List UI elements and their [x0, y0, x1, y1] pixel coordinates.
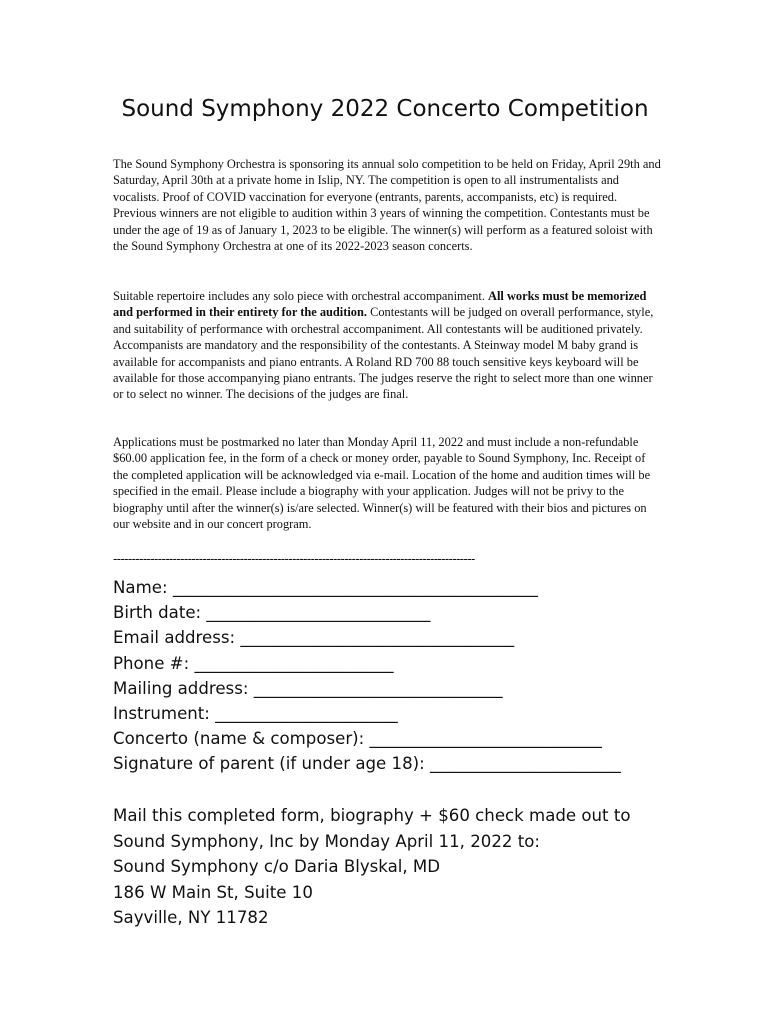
name-field[interactable]: Name: ____________________________________________	[113, 578, 538, 597]
repertoire-details-text: Contestants will be judged on overall performance, style, and suitability of performance with orchestral accompaniment. All contestants will be auditioned privately. Accompanists are mandatory and the responsibility of the contestants. A Steinway model M baby grand is available for accompanists and piano entrants. A Roland RD 700 88 touch sensitive keys keyboard will be available for those accompanying piano entrants. The judges reserve the right to select more than one winner or to select no winner. The decisions of the judges are final.	[113, 305, 654, 402]
birth-date-field[interactable]: Birth date: ___________________________	[113, 603, 431, 623]
phone-field[interactable]: Phone #: ________________________	[113, 653, 394, 673]
repertoire-paragraph	[113, 288, 663, 403]
memorization-requirement-text: All works must be memorized and performed in their entirety for the audition.	[113, 289, 647, 320]
concerto-field[interactable]: Concerto (name & composer): ____________________________	[113, 729, 602, 749]
application-form	[113, 575, 713, 777]
mailing-address-field[interactable]: Mailing address: ______________________________	[113, 678, 503, 698]
mail-recipient-line: Sound Symphony c/o Daria Blyskal, MD	[113, 857, 441, 876]
page-title: Sound Symphony 2022 Concerto Competition	[121, 96, 649, 122]
application-paragraph: Applications must be postmarked no later than Monday April 11, 2022 and must include a non-refundable $60.00 application fee, in the form of a check or money order, payable to Sound Symphony, Inc. Receipt of the completed application will be acknowledged via e-mail. Location of the home and audition times will be specified in the email. Please include a biography with your application. Judges will not be privy to the biography until after the winner(s) is/are selected. Winner(s) will be featured with their bios and pictures on our website and in our concert program.	[113, 435, 651, 532]
mailing-instructions	[113, 803, 733, 931]
email-address-field[interactable]: Email address: _________________________________	[113, 628, 515, 648]
competition-description-paragraph: The Sound Symphony Orchestra is sponsoring its annual solo competition to be held on Friday, April 29th and Saturday, April 30th at a private home in Islip, NY. The competition is open to all instrumentalists and vocalists. Proof of COVID vaccination for everyone (entrants, parents, accompanists, etc) is required. Previous winners are not eligible to audition within 3 years of winning the competition. Contestants must be under the age of 19 as of January 1, 2023 to be eligible. The winner(s) will perform as a featured soloist with the Sound Symphony Orchestra at one of its 2022-2023 season concerts.	[113, 157, 661, 254]
mail-instruction-line: Mail this completed form, biography + $60 check made out to	[113, 806, 631, 825]
cut-line-divider: -------------------------------------------------------------------------------------------------	[113, 551, 475, 566]
mail-city-line: Sayville, NY 11782	[113, 908, 269, 927]
parent-signature-field[interactable]: Signature of parent (if under age 18): _______________________	[113, 754, 621, 774]
repertoire-intro-text: Suitable repertoire includes any solo piece with orchestral accompaniment.	[113, 289, 489, 303]
mail-instruction-line: Sound Symphony, Inc by Monday April 11, 2022 to:	[113, 831, 540, 851]
instrument-field[interactable]: Instrument: ______________________	[113, 704, 398, 724]
mail-street-line: 186 W Main St, Suite 10	[113, 882, 313, 902]
